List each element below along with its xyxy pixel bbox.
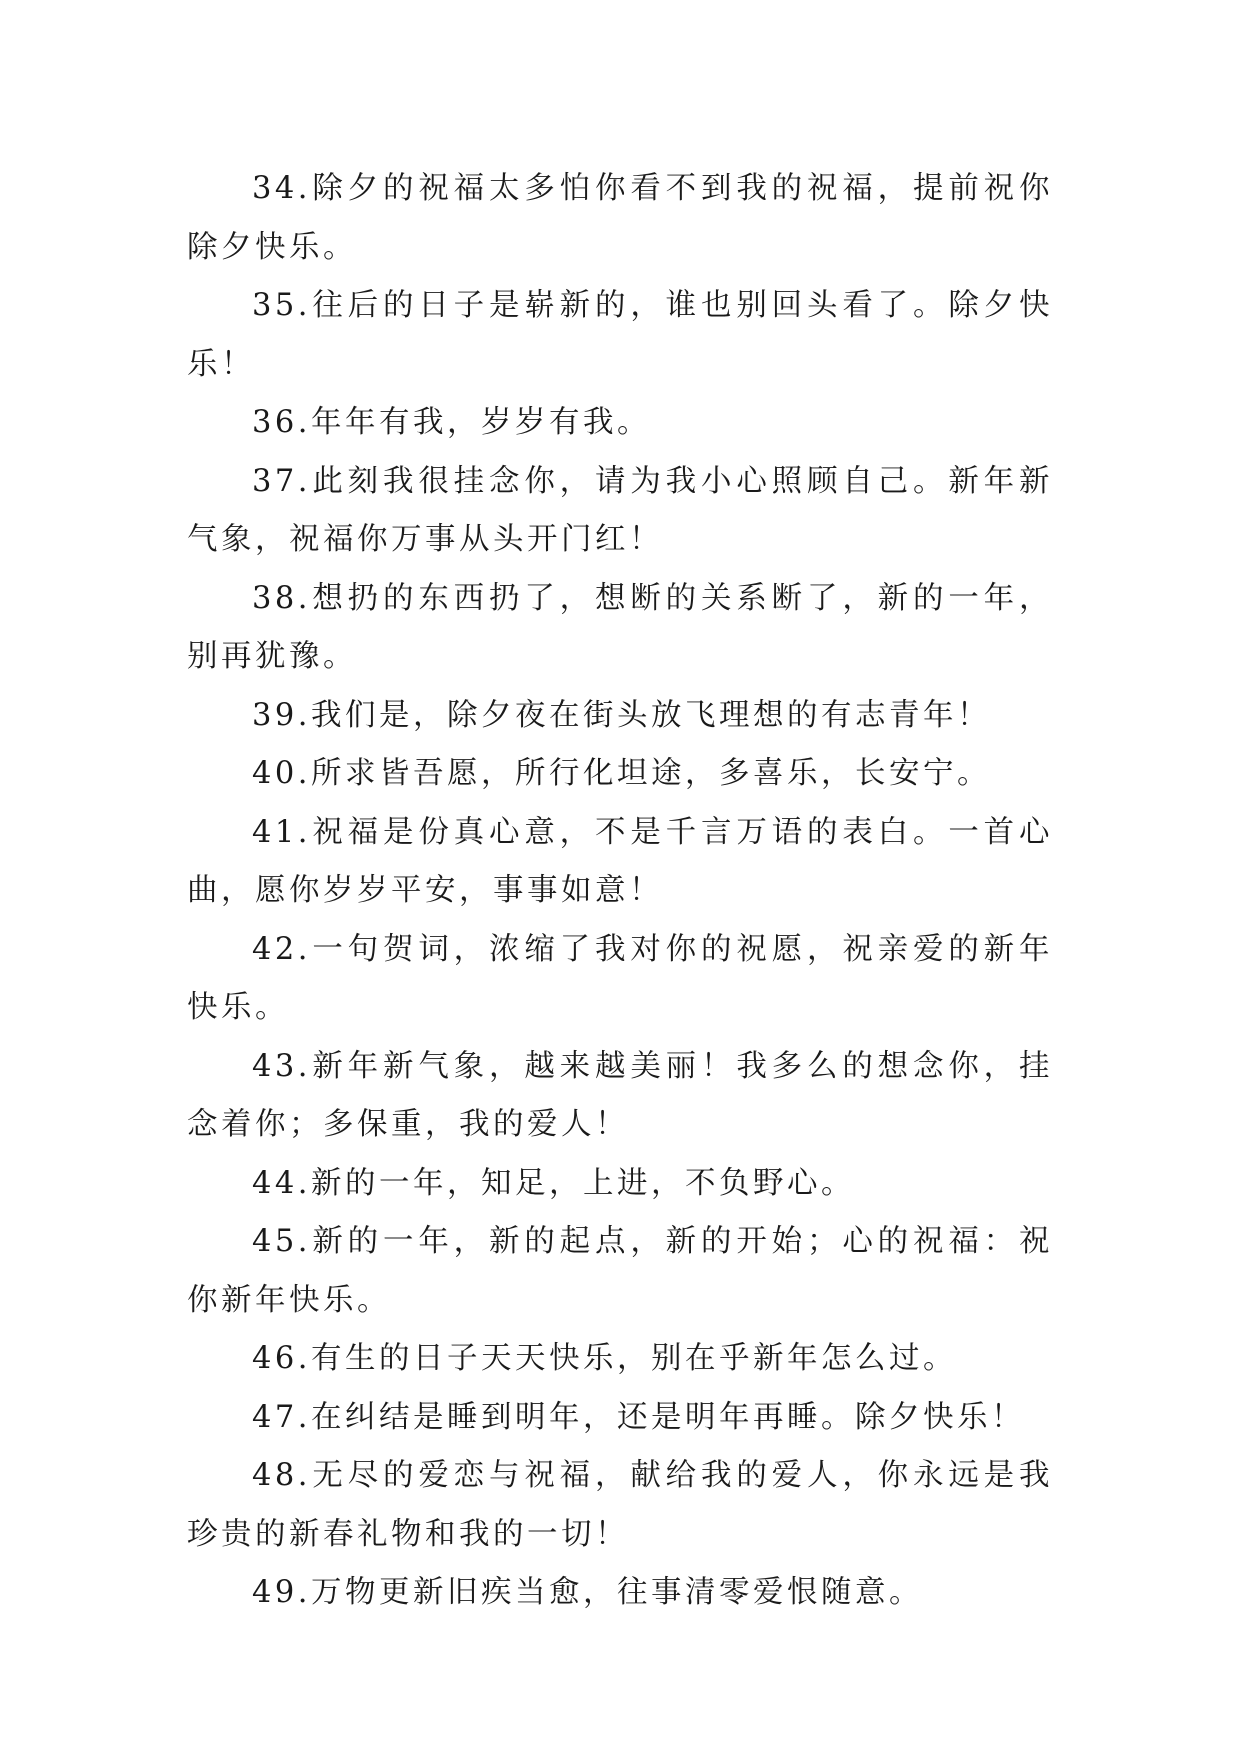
paragraph-49: 49.万物更新旧疾当愈，往事清零爱恨随意。 bbox=[252, 1575, 924, 1610]
paragraph-37: 37.此刻我很挂念你，请为我小心照顾自己。新年新气象，祝福你万事从头开门红！ bbox=[187, 463, 1053, 557]
paragraph-42: 42.一句贺词，浓缩了我对你的祝愿，祝亲爱的新年快乐。 bbox=[187, 931, 1053, 1025]
paragraph-45: 45.新的一年，新的起点，新的开始；心的祝福：祝你新年快乐。 bbox=[187, 1224, 1053, 1318]
paragraph-40: 40.所求皆吾愿，所行化坦途，多喜乐，长安宁。 bbox=[252, 756, 992, 791]
paragraph-48: 48.无尽的爱恋与祝福，献给我的爱人，你永远是我珍贵的新春礼物和我的一切！ bbox=[187, 1458, 1053, 1552]
paragraph-43: 43.新年新气象，越来越美丽！我多么的想念你，挂念着你；多保重，我的爱人！ bbox=[187, 1048, 1053, 1142]
paragraph-35: 35.往后的日子是崭新的，谁也别回头看了。除夕快乐！ bbox=[187, 288, 1053, 382]
paragraph-38: 38.想扔的东西扔了，想断的关系断了，新的一年，别再犹豫。 bbox=[187, 580, 1053, 674]
document-body bbox=[187, 160, 1053, 1623]
paragraph-44: 44.新的一年，知足，上进，不负野心。 bbox=[252, 1165, 856, 1201]
paragraph-41: 41.祝福是份真心意，不是千言万语的表白。一首心曲，愿你岁岁平安，事事如意！ bbox=[187, 814, 1053, 908]
paragraph-39: 39.我们是，除夕夜在街头放飞理想的有志青年！ bbox=[252, 697, 992, 733]
paragraph-47: 47.在纠结是睡到明年，还是明年再睡。除夕快乐！ bbox=[252, 1399, 1026, 1435]
paragraph-36: 36.年年有我，岁岁有我。 bbox=[252, 405, 652, 440]
paragraph-46: 46.有生的日子天天快乐，别在乎新年怎么过。 bbox=[252, 1341, 958, 1376]
paragraph-34: 34.除夕的祝福太多怕你看不到我的祝福，提前祝你除夕快乐。 bbox=[187, 171, 1053, 265]
